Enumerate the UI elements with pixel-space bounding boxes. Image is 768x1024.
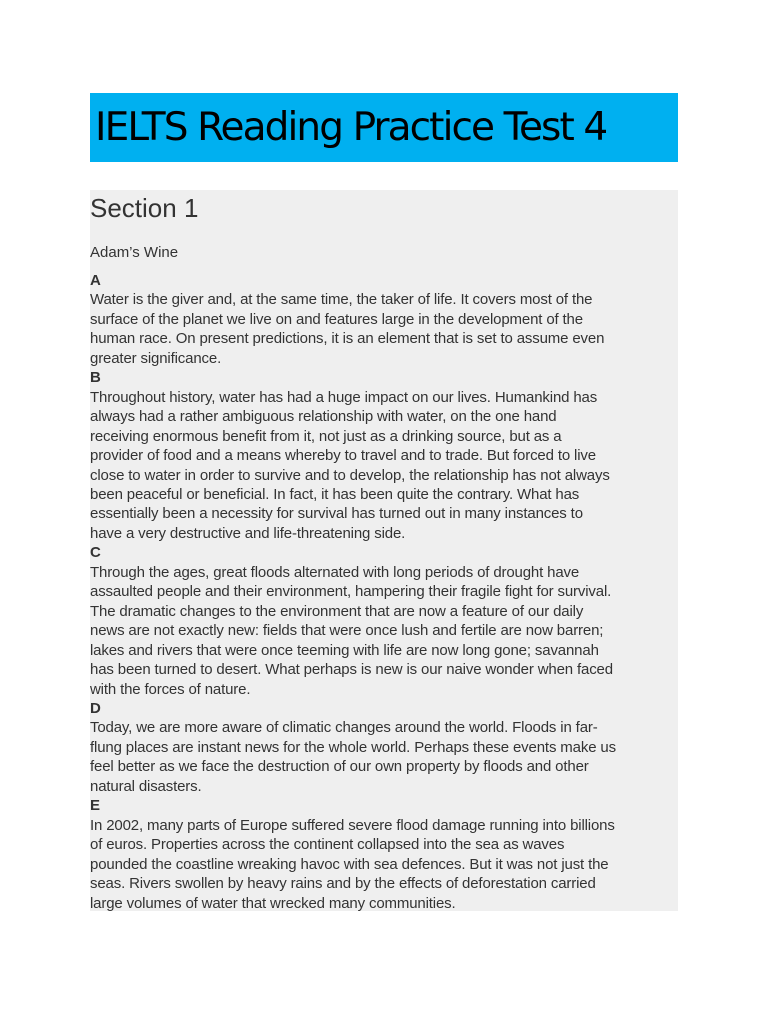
paragraph-text: In 2002, many parts of Europe suffered severe flood damage running into billions of euros. Properties across the continent collapsed into the sea as waves pounded the coastline wreaking havoc with sea defences. But it was not just the seas. Rivers swollen by heavy rains and by the effects of deforestation carried large volumes of water that wrecked many communities. — [90, 816, 615, 911]
paragraph-text: Throughout history, water has had a huge impact on our lives. Humankind has always had a rather ambiguous relationship with water, on the one hand receiving enormous benefit from it, not just as a drinking source, but as a provider of food and a means whereby to travel and to trade. But forced to live close to water in order to survive and to develop, the relationship has not always been peaceful or beneficial. In fact, it has been quite the contrary. What has essentially been a necessity for survival has turned out in many instances to have a very destructive and life-threatening side. — [90, 388, 610, 542]
title-banner — [90, 93, 678, 162]
paragraph-text: Today, we are more aware of climatic changes around the world. Floods in far- flung places are instant news for the whole world. Perhaps these events make us feel better as we face the destruction of our own property by floods and other natural disasters. — [90, 719, 616, 795]
paragraph-d — [90, 699, 678, 796]
paragraph-letter: B — [90, 369, 101, 387]
paragraph-c — [90, 543, 678, 699]
paragraph-b — [90, 368, 678, 543]
paragraph-text: Through the ages, great floods alternated with long periods of drought have assaulted people and their environment, hampering their fragile fight for survival. The dramatic changes to the environment that are now a feature of our daily news are not exactly new: fields that were once lush and fertile are now barren; lakes and rivers that were once teeming with life are now long gone; savannah has been turned to desert. What perhaps is new is our naive wonder when faced with the forces of nature. — [90, 563, 613, 698]
paragraph-e — [90, 796, 678, 911]
paragraph-letter: E — [90, 797, 100, 815]
document-title: IELTS Reading Practice Test 4 — [95, 105, 607, 150]
paragraph-letter: C — [90, 544, 101, 562]
paragraph-letter: D — [90, 699, 101, 717]
paragraph-text: Water is the giver and, at the same time, the taker of life. It covers most of the surface of the planet we live on and features large in the development of the human race. On present predictions, it is an element that is set to assume even greater significance. — [90, 291, 605, 367]
paragraph-letter: A — [90, 272, 101, 289]
paragraph-a — [90, 271, 678, 368]
section-heading: Section 1 — [90, 193, 199, 223]
passage-body — [90, 271, 678, 911]
passage-title: Adam’s Wine — [90, 244, 179, 261]
content-panel — [90, 190, 678, 911]
